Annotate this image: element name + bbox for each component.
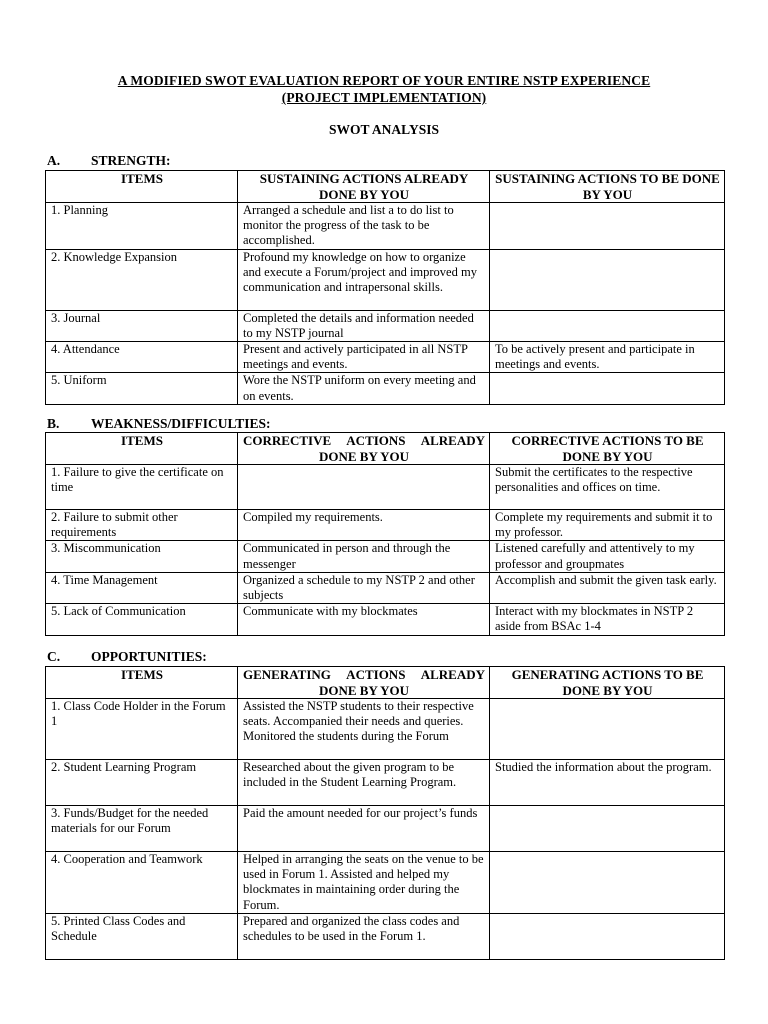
item-cell: 4. Attendance bbox=[46, 342, 238, 373]
done-cell bbox=[238, 465, 490, 510]
opportunities-table bbox=[45, 666, 725, 960]
header-done: SUSTAINING ACTIONS ALREADY DONE BY YOU bbox=[238, 171, 490, 203]
section-title: WEAKNESS/DIFFICULTIES: bbox=[91, 416, 271, 431]
done-cell: Profound my knowledge on how to organize and execute a Forum/project and improved my communication and intrapersonal skills. bbox=[238, 249, 490, 310]
section-b-heading bbox=[47, 416, 271, 432]
todo-cell: Studied the information about the program. bbox=[490, 760, 725, 806]
table-row bbox=[46, 373, 725, 404]
section-title: STRENGTH: bbox=[91, 153, 171, 168]
header-todo: CORRECTIVE ACTIONS TO BE DONE BY YOU bbox=[490, 433, 725, 465]
done-cell: Paid the amount needed for our project’s funds bbox=[238, 806, 490, 852]
item-cell: 5. Printed Class Codes and Schedule bbox=[46, 913, 238, 959]
done-cell: Organized a schedule to my NSTP 2 and other subjects bbox=[238, 572, 490, 603]
table-row bbox=[46, 203, 725, 250]
table-row bbox=[46, 806, 725, 852]
todo-cell bbox=[490, 913, 725, 959]
done-cell: Assisted the NSTP students to their respective seats. Accompanied their needs and queries. Monitored the students during the Forum bbox=[238, 699, 490, 760]
done-cell: Prepared and organized the class codes and schedules to be used in the Forum 1. bbox=[238, 913, 490, 959]
weakness-table bbox=[45, 432, 725, 636]
table-row bbox=[46, 310, 725, 341]
todo-cell: Interact with my blockmates in NSTP 2 aside from BSAc 1-4 bbox=[490, 604, 725, 635]
todo-cell: To be actively present and participate in meetings and events. bbox=[490, 342, 725, 373]
todo-cell: Complete my requirements and submit it to my professor. bbox=[490, 510, 725, 541]
todo-cell bbox=[490, 249, 725, 310]
table-row bbox=[46, 510, 725, 541]
section-a-heading bbox=[47, 153, 171, 169]
done-cell: Researched about the given program to be included in the Student Learning Program. bbox=[238, 760, 490, 806]
done-cell: Completed the details and information needed to my NSTP journal bbox=[238, 310, 490, 341]
item-cell: 2. Knowledge Expansion bbox=[46, 249, 238, 310]
item-cell: 3. Funds/Budget for the needed materials for our Forum bbox=[46, 806, 238, 852]
item-cell: 2. Failure to submit other requirements bbox=[46, 510, 238, 541]
done-cell: Wore the NSTP uniform on every meeting and on events. bbox=[238, 373, 490, 404]
done-cell: Helped in arranging the seats on the venue to be used in Forum 1. Assisted and helped my blockmates in maintaining order during the Forum. bbox=[238, 852, 490, 914]
header-items: ITEMS bbox=[46, 667, 238, 699]
done-cell: Communicate with my blockmates bbox=[238, 604, 490, 635]
table-row bbox=[46, 913, 725, 959]
item-cell: 2. Student Learning Program bbox=[46, 760, 238, 806]
todo-cell bbox=[490, 310, 725, 341]
table-header-row bbox=[46, 171, 725, 203]
done-cell: Communicated in person and through the messenger bbox=[238, 541, 490, 572]
todo-cell bbox=[490, 852, 725, 914]
item-cell: 1. Failure to give the certificate on time bbox=[46, 465, 238, 510]
todo-cell bbox=[490, 699, 725, 760]
section-letter: C. bbox=[47, 649, 61, 664]
todo-cell: Submit the certificates to the respective personalities and offices on time. bbox=[490, 465, 725, 510]
table-row bbox=[46, 760, 725, 806]
table-row bbox=[46, 852, 725, 914]
todo-cell: Accomplish and submit the given task early. bbox=[490, 572, 725, 603]
table-row bbox=[46, 572, 725, 603]
table-row bbox=[46, 249, 725, 310]
item-cell: 5. Lack of Communication bbox=[46, 604, 238, 635]
header-items: ITEMS bbox=[46, 433, 238, 465]
report-title-line2: (PROJECT IMPLEMENTATION) bbox=[281, 90, 487, 105]
item-cell: 3. Miscommunication bbox=[46, 541, 238, 572]
table-row bbox=[46, 465, 725, 510]
header-todo: SUSTAINING ACTIONS TO BE DONE BY YOU bbox=[490, 171, 725, 203]
header-done: GENERATING ACTIONS ALREADY DONE BY YOU bbox=[238, 667, 490, 699]
table-row bbox=[46, 604, 725, 635]
header-items: ITEMS bbox=[46, 171, 238, 203]
table-row bbox=[46, 342, 725, 373]
done-cell: Compiled my requirements. bbox=[238, 510, 490, 541]
todo-cell bbox=[490, 203, 725, 250]
swot-analysis-heading: SWOT ANALYSIS bbox=[329, 122, 439, 137]
table-row bbox=[46, 699, 725, 760]
todo-cell bbox=[490, 373, 725, 404]
todo-cell bbox=[490, 806, 725, 852]
item-cell: 3. Journal bbox=[46, 310, 238, 341]
done-cell: Arranged a schedule and list a to do list to monitor the progress of the task to be accomplished. bbox=[238, 203, 490, 250]
done-cell: Present and actively participated in all NSTP meetings and events. bbox=[238, 342, 490, 373]
section-title: OPPORTUNITIES: bbox=[91, 649, 207, 664]
item-cell: 4. Time Management bbox=[46, 572, 238, 603]
item-cell: 1. Class Code Holder in the Forum 1 bbox=[46, 699, 238, 760]
item-cell: 5. Uniform bbox=[46, 373, 238, 404]
todo-cell: Listened carefully and attentively to my professor and groupmates bbox=[490, 541, 725, 572]
section-c-heading bbox=[47, 649, 207, 665]
table-header-row bbox=[46, 433, 725, 465]
section-letter: B. bbox=[47, 416, 60, 431]
report-title-line1: A MODIFIED SWOT EVALUATION REPORT OF YOUR ENTIRE NSTP EXPERIENCE bbox=[117, 73, 651, 88]
header-done: CORRECTIVE ACTIONS ALREADY DONE BY YOU bbox=[238, 433, 490, 465]
table-header-row bbox=[46, 667, 725, 699]
strength-table bbox=[45, 170, 725, 405]
section-letter: A. bbox=[47, 153, 61, 168]
table-row bbox=[46, 541, 725, 572]
header-todo: GENERATING ACTIONS TO BE DONE BY YOU bbox=[490, 667, 725, 699]
item-cell: 4. Cooperation and Teamwork bbox=[46, 852, 238, 914]
item-cell: 1. Planning bbox=[46, 203, 238, 250]
